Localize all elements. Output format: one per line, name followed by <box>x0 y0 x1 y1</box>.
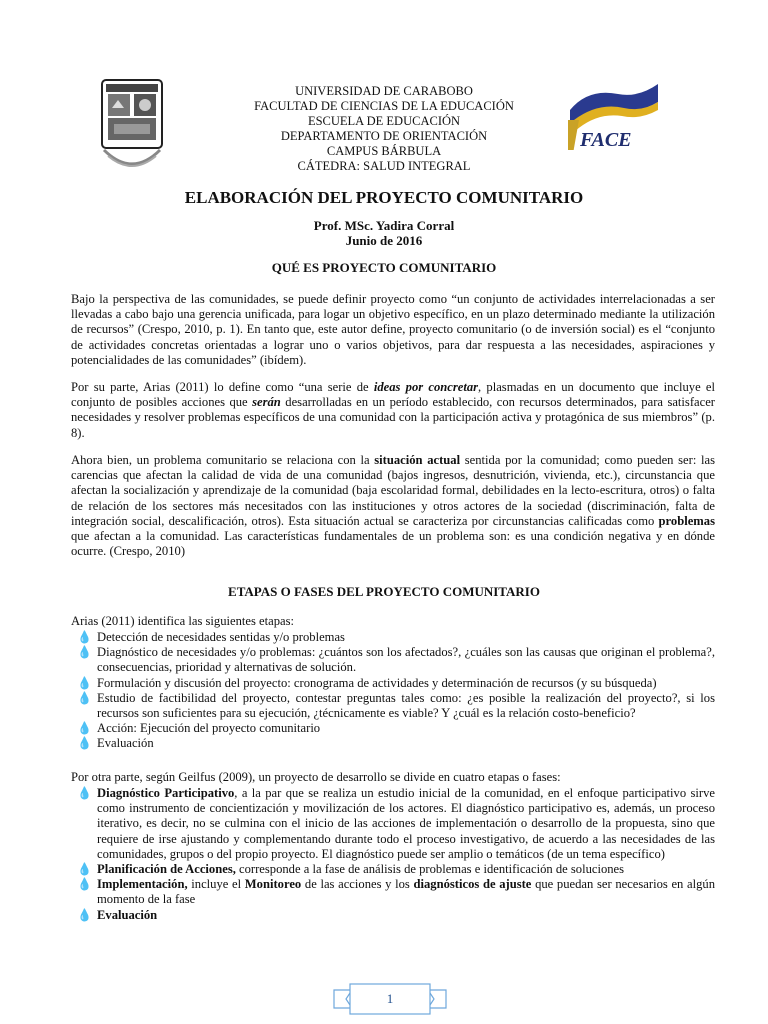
header-line: ESCUELA DE EDUCACIÓN <box>307 114 461 128</box>
water-drop-icon: 💧 <box>77 690 92 705</box>
water-drop-icon: 💧 <box>77 907 92 922</box>
text: desarrolladas en un período establecido, con recursos determinados, para satisfacer necesidades y resolver problemas específicos de una comunidad con la participación activa y protagónica de sus miembros” (p. 8). <box>71 395 715 440</box>
bold-text: Evaluación <box>97 907 158 922</box>
header-line: FACULTAD DE CIENCIAS DE LA EDUCACIÓN <box>254 99 514 113</box>
svg-text:FACE: FACE <box>580 129 632 151</box>
institution-header <box>150 84 618 174</box>
list-item <box>75 736 715 751</box>
bullet-list <box>75 630 715 752</box>
list-item <box>75 721 715 736</box>
bold-text: situación actual <box>374 453 461 467</box>
list-item-text: de las acciones y los <box>301 877 414 892</box>
header-line: UNIVERSIDAD DE CARABOBO <box>295 84 473 98</box>
emphasis-text: ideas por concretar <box>373 380 479 394</box>
text: Por su parte, Arias (2011) lo define como “una serie de <box>71 380 374 394</box>
water-drop-icon: 💧 <box>77 675 92 690</box>
header-line: CAMPUS BÁRBULA <box>326 144 442 158</box>
text: que afectan a la comunidad. Las características fundamentales de un problema son: es una condición negativa y en dónde ocurre. (Crespo, 2010) <box>71 529 715 559</box>
water-drop-icon: 💧 <box>77 630 92 644</box>
water-drop-icon: 💧 <box>77 645 92 660</box>
paragraph <box>71 453 715 559</box>
list-item <box>75 908 715 923</box>
list-item <box>75 786 715 862</box>
bold-text: Planificación de Acciones, <box>97 862 236 877</box>
page-number: 1 <box>386 991 394 1006</box>
list-item-text: Formulación y discusión del proyecto: cronograma de actividades y determinación de recursos (y su búsqueda) <box>97 675 657 690</box>
bold-text: Diagnóstico Participativo <box>97 786 235 800</box>
paragraph: Arias (2011) identifica las siguientes etapas: <box>71 614 295 628</box>
header-line: CÁTEDRA: SALUD INTEGRAL <box>297 159 471 173</box>
list-item <box>75 630 715 645</box>
list-item-text: incluye el <box>187 877 245 892</box>
water-drop-icon: 💧 <box>77 786 92 800</box>
bold-text: problemas <box>658 513 715 528</box>
emphasis-text: serán <box>252 395 281 410</box>
list-item-text: corresponde a la fase de análisis de problemas e identificación de soluciones <box>235 862 625 877</box>
bold-text: diagnósticos de ajuste <box>413 877 532 892</box>
text: , plasmadas en un documento que incluye el conjunto de posibles acciones que <box>71 380 715 410</box>
paragraph <box>71 380 715 441</box>
list-item-text: que puedan ser necesarios en algún momento de la fase <box>97 877 715 907</box>
water-drop-icon: 💧 <box>77 721 92 736</box>
bullet-list <box>75 786 715 923</box>
list-item-text: Acción: Ejecución del proyecto comunitario <box>97 721 321 736</box>
list-item <box>75 645 715 675</box>
list-item <box>75 691 715 721</box>
water-drop-icon: 💧 <box>77 736 92 751</box>
list-item-text: Diagnóstico de necesidades y/o problemas: ¿cuántos son los afectados?, ¿cuáles son las causas que originan el problema?, consecuencias, prioridad y alternativas de solución. <box>97 645 715 675</box>
bold-text: Implementación, <box>97 877 188 892</box>
page-number-ribbon <box>330 980 450 1018</box>
list-item <box>75 676 715 691</box>
paragraph: Por otra parte, según Geilfus (2009), un proyecto de desarrollo se divide en cuatro etapas o fases: <box>71 770 561 784</box>
water-drop-icon: 💧 <box>77 862 92 877</box>
list-item-text: , a la par que se realiza un estudio inicial de la comunidad, en el enfoque participativo sirve como instrumento de concientización y movilización de los actores. El diagnóstico participativo es, además, un proceso iterativo, es decir, no se culmina con el inicio de las acciones de implementación o desarrollo de la propuesta, sino que requiere de irse ajustando y complementando durante todo el proceso investigativo, de acuerdo a las necesidades de las comunidades, grupos o del propio proyecto. El diagnóstico puede ser amplio o temáticos (de un tema específico) <box>97 786 715 861</box>
section-heading: QUÉ ES PROYECTO COMUNITARIO <box>271 260 497 275</box>
document-title: ELABORACIÓN DEL PROYECTO COMUNITARIO <box>184 188 584 207</box>
list-item-text: Evaluación <box>97 736 154 751</box>
author-block <box>70 218 698 248</box>
text: sentida por la comunidad; como pueden ser: las carencias que afectan la calidad de vida de una comunidad (bajos ingresos, desnutrición, vivienda, etc.), circunstancia que afectan la socialización y aprendizaje de la comunidad (baja escolaridad formal, debilidades en la lecto-escritura, otros) o falta de relación de los sectores más necesitados con las instituciones y otros actores de la sociedad (discriminación, falta de integración social, descalificación, otros). Esta situación actual se caracteriza por circunstancias calificadas como <box>71 453 715 528</box>
list-item-text: Detección de necesidades sentidas y/o problemas <box>97 630 345 644</box>
text: Ahora bien, un problema comunitario se relaciona con la <box>71 453 375 467</box>
list-item-text: Estudio de factibilidad del proyecto, contestar preguntas tales como: ¿es posible la realización del proyecto?, si los recursos son suficientes para su ejecución, ¿técnicamente es viable? Y ¿cuál es la relación costo-beneficio? <box>97 690 715 721</box>
author-name: Prof. MSc. Yadira Corral <box>313 218 455 233</box>
paragraph: Bajo la perspectiva de las comunidades, se puede definir proyecto como “un conjunto de actividades interrelacionadas a ser llevadas a cabo bajo una gerencia unificada, para logar un objetivo específico, en un plazo determinado mediante la utilización de recursos” (Crespo, 2010, p. 1). En tanto que, este autor define, proyecto comunitario (o de inversión social) es el “conjunto de actividades concretas orientadas a lograr uno o varios objetivos, para dar respuesta a las necesidades, aspiraciones y potencialidades de las comunidades” (ibídem). <box>71 292 715 367</box>
water-drop-icon: 💧 <box>77 877 92 892</box>
list-item <box>75 877 715 907</box>
document-date: Junio de 2016 <box>345 233 423 248</box>
bold-text: Monitoreo <box>244 877 302 892</box>
list-item <box>75 862 715 877</box>
header-line: DEPARTAMENTO DE ORIENTACIÓN <box>280 129 488 143</box>
section-heading: ETAPAS O FASES DEL PROYECTO COMUNITARIO <box>228 584 540 599</box>
